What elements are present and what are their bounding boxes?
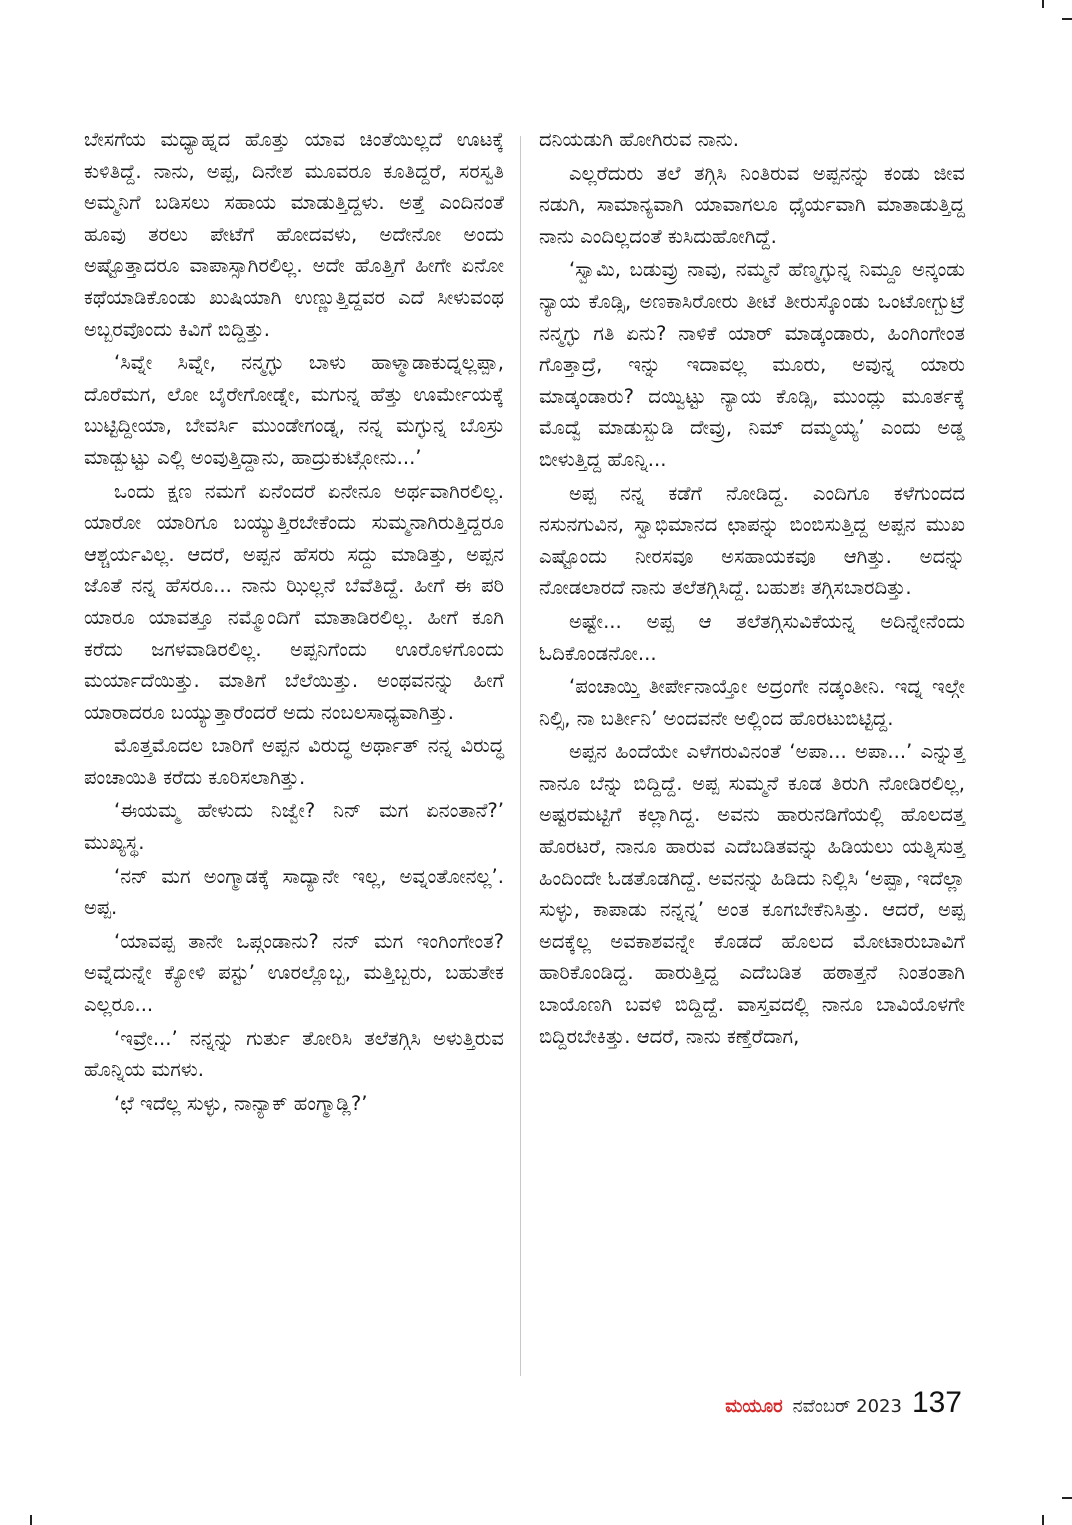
paragraph: ಒಂದು ಕ್ಷಣ ನಮಗೆ ಏನೆಂದರೆ ಏನೇನೂ ಅರ್ಥವಾಗಿರಲಿಲ್ಲ. ಯಾರೋ ಯಾರಿಗೂ ಬಯ್ಯುತ್ತಿರಬೇಕೆಂದು ಸುಮ್ಮನಾಗಿರುತ್ತಿದ್ದರೂ ಆಶ್ಚರ್ಯವಿಲ್ಲ. ಆದರೆ, ಅಪ್ಪನ ಹೆಸರು ಸದ್ದು ಮಾಡಿತ್ತು, ಅಪ್ಪನ ಜೊತೆ ನನ್ನ ಹೆಸರೂ... ನಾನು ಝಿಲ್ಲನೆ ಬೆವೆತಿದ್ದೆ. ಹೀಗೆ ಈ ಪರಿ ಯಾರೂ ಯಾವತ್ತೂ ನಮ್ಮೊಂದಿಗೆ ಮಾತಾಡಿರಲಿಲ್ಲ. ಹೀಗೆ ಕೂಗಿ ಕರೆದು ಜಗಳವಾಡಿರಲಿಲ್ಲ. ಅಪ್ಪನಿಗೆಂದು ಊರೊಳಗೊಂದು ಮರ್ಯಾದೆಯಿತ್ತು. ಮಾತಿಗೆ ಬೆಲೆಯಿತ್ತು. ಅಂಥವನನ್ನು ಹೀಗೆ ಯಾರಾದರೂ ಬಯ್ಯುತ್ತಾರೆಂದರೆ ಅದು ನಂಬಲಸಾಧ್ಯವಾಗಿತ್ತು. [84,479,504,724]
crop-mark-right-top [1062,18,1072,20]
paragraph: ಅಷ್ಟೇ... ಅಪ್ಪ ಆ ತಲೆತಗ್ಗಿಸುವಿಕೆಯನ್ನ ಅದಿನ್ನೇನೆಂದು ಓದಿಕೊಂಡನೋ... [539,609,965,665]
paragraph: ‘ನನ್ ಮಗ ಅಂಗ್ಮಾಡಕ್ಕೆ ಸಾದ್ಯಾನೇ ಇಲ್ಲ, ಅವ್ನಂತೋನಲ್ಲ’. ಅಪ್ಪ. [84,864,504,920]
column-divider [520,136,521,1376]
page-number: 137 [911,1386,962,1419]
paragraph: ಎಲ್ಲರೆದುರು ತಲೆ ತಗ್ಗಿಸಿ ನಿಂತಿರುವ ಅಪ್ಪನನ್ನು ಕಂಡು ಜೀವ ನಡುಗಿ, ಸಾಮಾನ್ಯವಾಗಿ ಯಾವಾಗಲೂ ಧೈರ್ಯವಾಗಿ ಮಾತಾಡುತ್ತಿದ್ದ ನಾನು ಎಂದಿಲ್ಲದಂತೆ ಕುಸಿದುಹೋಗಿದ್ದೆ. [539,161,965,248]
left-column [84,124,504,1121]
paragraph: ‘ಛೆ ಇದೆಲ್ಲ ಸುಳ್ಳು, ನಾನ್ಯಾಕ್ ಹಂಗ್ಮಾಡ್ಲಿ?’ [114,1091,368,1115]
paragraph: ಅಪ್ಪ ನನ್ನ ಕಡೆಗೆ ನೋಡಿದ್ದ. ಎಂದಿಗೂ ಕಳೆಗುಂದದ ನಸುನಗುವಿನ, ಸ್ವಾಭಿಮಾನದ ಛಾಪನ್ನು ಬಿಂಬಿಸುತ್ತಿದ್ದ ಅಪ್ಪನ ಮುಖ ಎಷ್ಟೊಂದು ನೀರಸವೂ ಅಸಹಾಯಕವೂ ಆಗಿತ್ತು. ಅದನ್ನು ನೋಡಲಾರದೆ ನಾನು ತಲೆತಗ್ಗಿಸಿದ್ದೆ. ಬಹುಶಃ ತಗ್ಗಿಸಬಾರದಿತ್ತು. [539,481,965,600]
paragraph: ಮೊತ್ತಮೊದಲ ಬಾರಿಗೆ ಅಪ್ಪನ ವಿರುದ್ಧ ಅರ್ಥಾತ್ ನನ್ನ ವಿರುದ್ಧ ಪಂಚಾಯಿತಿ ಕರೆದು ಕೂರಿಸಲಾಗಿತ್ತು. [84,734,504,789]
paragraph: ‘ಯಾವಪ್ಪ ತಾನೇ ಒಪ್ಗಂಡಾನು? ನನ್ ಮಗ ಇಂಗಿಂಗೇಂತ? ಅವ್ನೆದುನ್ನೇ ಕ್ಯೋಳಿ ಪಸ್ಟು’ ಊರಲ್ಲೊಬ್ಬ, ಮತ್ತಿಬ್ಬರು, ಬಹುತೇಕ ಎಲ್ಲರೂ... [84,929,504,1017]
crop-mark-right-bottom [1062,1497,1072,1499]
paragraph: ‘ಪಂಚಾಯ್ತಿ ತೀರ್ಪೇನಾಯ್ತೋ ಅದ್ರಂಗೇ ನಡ್ಕಂತೀನಿ. ಇದ್ನ ಇಲ್ಗೇ ನಿಲ್ಸಿ, ನಾ ಬರ್ತೀನಿ’ ಅಂದವನೇ ಅಲ್ಲಿಂದ ಹೊರಟುಬಿಟ್ಟಿದ್ದ. [539,675,965,730]
issue-date: ನವೆಂಬರ್ 2023 [792,1396,902,1417]
crop-mark-bottom-right [1042,1515,1044,1525]
paragraph: ‘ಈಯಮ್ಮ ಹೇಳುದು ನಿಜ್ವೇ? ನಿನ್ ಮಗ ಏನಂತಾನೆ?’ ಮುಖ್ಯಸ್ಥ. [84,799,504,855]
magazine-brand: ಮಯೂರ [725,1396,783,1417]
paragraph: ಅಪ್ಪನ ಹಿಂದೆಯೇ ಎಳೆಗರುವಿನಂತೆ ‘ಅಪಾ... ಅಪಾ...’ ಎನ್ನುತ್ತ ನಾನೂ ಬೆನ್ನು ಬಿದ್ದಿದ್ದೆ. ಅಪ್ಪ ಸುಮ್ಮನೆ ಕೂಡ ತಿರುಗಿ ನೋಡಿರಲಿಲ್ಲ, ಅಷ್ಟರಮಟ್ಟಿಗೆ ಕಲ್ಲಾಗಿದ್ದ. ಅವನು ಹಾರುನಡಿಗೆಯಲ್ಲಿ ಹೊಲದತ್ತ ಹೊರಟರೆ, ನಾನೂ ಹಾರುವ ಎದೆಬಡಿತವನ್ನು ಹಿಡಿಯಲು ಯತ್ನಿಸುತ್ತ ಹಿಂದಿಂದೇ ಓಡತೊಡಗಿದ್ದೆ. ಅವನನ್ನು ಹಿಡಿದು ನಿಲ್ಲಿಸಿ ‘ಅಪ್ಪಾ, ಇದೆಲ್ಲಾ ಸುಳ್ಳು, ಕಾಪಾಡು ನನ್ನನ್ನ’ ಅಂತ ಕೂಗಬೇಕೆನಿಸಿತ್ತು. ಆದರೆ, ಅಪ್ಪ ಅದಕ್ಕೆಲ್ಲ ಅವಕಾಶವನ್ನೇ ಕೊಡದೆ ಹೊಲದ ಮೋಟಾರುಬಾವಿಗೆ ಹಾರಿಕೊಂಡಿದ್ದ. ಹಾರುತ್ತಿದ್ದ ಎದೆಬಡಿತ ಹಠಾತ್ತನೆ ನಿಂತಂತಾಗಿ ಬಾಯೊಣಗಿ ಬವಳಿ ಬಿದ್ದಿದ್ದೆ. ವಾಸ್ತವದಲ್ಲಿ ನಾನೂ ಬಾವಿಯೊಳಗೇ ಬಿದ್ದಿರಬೇಕಿತ್ತು. ಆದರೆ, ನಾನು ಕಣ್ತೆರೆದಾಗ, [539,740,965,1048]
paragraph: ‘ಸ್ವಾಮಿ, ಬಡುವ್ರು ನಾವು, ನಮ್ಮನೆ ಹೆಣ್ಮಗ್ಳುನ್ನ ನಿಮ್ದೂ ಅನ್ಕಂಡು ನ್ಯಾಯ ಕೊಡ್ಸಿ, ಅಣಕಾಸಿರೋರು ತೀಟೆ ತೀರುಸ್ಕೊಂಡು ಒಂಟೋಗ್ಬುಟ್ರೆ ನನ್ಮಗ್ಳು ಗತಿ ಏನು? ನಾಳಿಕೆ ಯಾರ್ ಮಾಡ್ಕಂಡಾರು, ಹಿಂಗಿಂಗೇಂತ ಗೊತ್ತಾದ್ರೆ, ಇನ್ನು ಇದಾವಲ್ಲ ಮೂರು, ಅವುನ್ನ ಯಾರು ಮಾಡ್ಕಂಡಾರು? ದಯ್ವಿಟ್ಟು ನ್ಯಾಯ ಕೊಡ್ಸಿ, ಮುಂದ್ಲು ಮೂರ್ತಕ್ಕೆ ಮೊದ್ವೆ ಮಾಡುಸ್ಬುಡಿ ದೇವ್ರು, ನಿಮ್ ದಮ್ಮಯ್ಯ’ ಎಂದು ಅಡ್ಡ ಬೀಳುತ್ತಿದ್ದ ಹೊನ್ನಿ... [539,258,965,471]
crop-mark-bottom-left [30,1515,32,1525]
page-footer [725,1386,962,1420]
paragraph: ಬೇಸಗೆಯ ಮಧ್ಯಾಹ್ನದ ಹೊತ್ತು ಯಾವ ಚಿಂತೆಯಿಲ್ಲದೆ ಊಟಕ್ಕೆ ಕುಳಿತಿದ್ದೆ. ನಾನು, ಅಪ್ಪ, ದಿನೇಶ ಮೂವರೂ ಕೂತಿದ್ದರೆ, ಸರಸ್ವತಿ ಅಮ್ಮನಿಗೆ ಬಡಿಸಲು ಸಹಾಯ ಮಾಡುತ್ತಿದ್ದಳು. ಅತ್ತೆ ಎಂದಿನಂತೆ ಹೂವು ತರಲು ಪೇಟೆಗೆ ಹೋದವಳು, ಅದೇನೋ ಅಂದು ಅಷ್ಟೊತ್ತಾದರೂ ವಾಪಾಸ್ಸಾಗಿರಲಿಲ್ಲ. ಅದೇ ಹೊತ್ತಿಗೆ ಹೀಗೇ ಏನೋ ಕಥೆಯಾಡಿಕೊಂಡು ಖುಷಿಯಾಗಿ ಉಣ್ಣುತ್ತಿದ್ದವರ ಎದೆ ಸೀಳುವಂಥ ಅಬ್ಬರವೊಂದು ಕಿವಿಗೆ ಬಿದ್ದಿತ್ತು. [84,128,504,341]
paragraph: ‘ಇವ್ರೇ...’ ನನ್ನನ್ನು ಗುರ್ತು ತೋರಿಸಿ ತಲೆತಗ್ಗಿಸಿ ಅಳುತ್ತಿರುವ ಹೊನ್ನಿಯ ಮಗಳು. [84,1026,504,1082]
paragraph: ದನಿಯಡುಗಿ ಹೋಗಿರುವ ನಾನು. [539,128,739,151]
crop-mark-top-right [1042,0,1044,8]
right-column [539,124,965,1054]
paragraph: ‘ಸಿವ್ನೇ ಸಿವ್ನೇ, ನನ್ಮಗ್ಳು ಬಾಳು ಹಾಳ್ಮಾಡಾಕುದ್ನಲ್ಲಪ್ಪಾ, ದೊರೆಮಗ, ಲೋ ಬೈರೇಗೋಡ್ನೇ, ಮಗುನ್ನ ಹೆತ್ತು ಊರ್ಮೇಯಕ್ಕೆ ಬುಟ್ಟಿದ್ದೀಯಾ, ಬೇವರ್ಸಿ ಮುಂಡೇಗಂಡ್ನ, ನನ್ನ ಮಗ್ಳುನ್ನ ಬೊಸ್ರು ಮಾಡ್ಬುಟ್ಟು ಎಲ್ಲಿ ಅಂವುತ್ತಿದ್ದಾನು, ಹಾದ್ರುಕುಟ್ಗೋನು...’ [84,351,504,469]
